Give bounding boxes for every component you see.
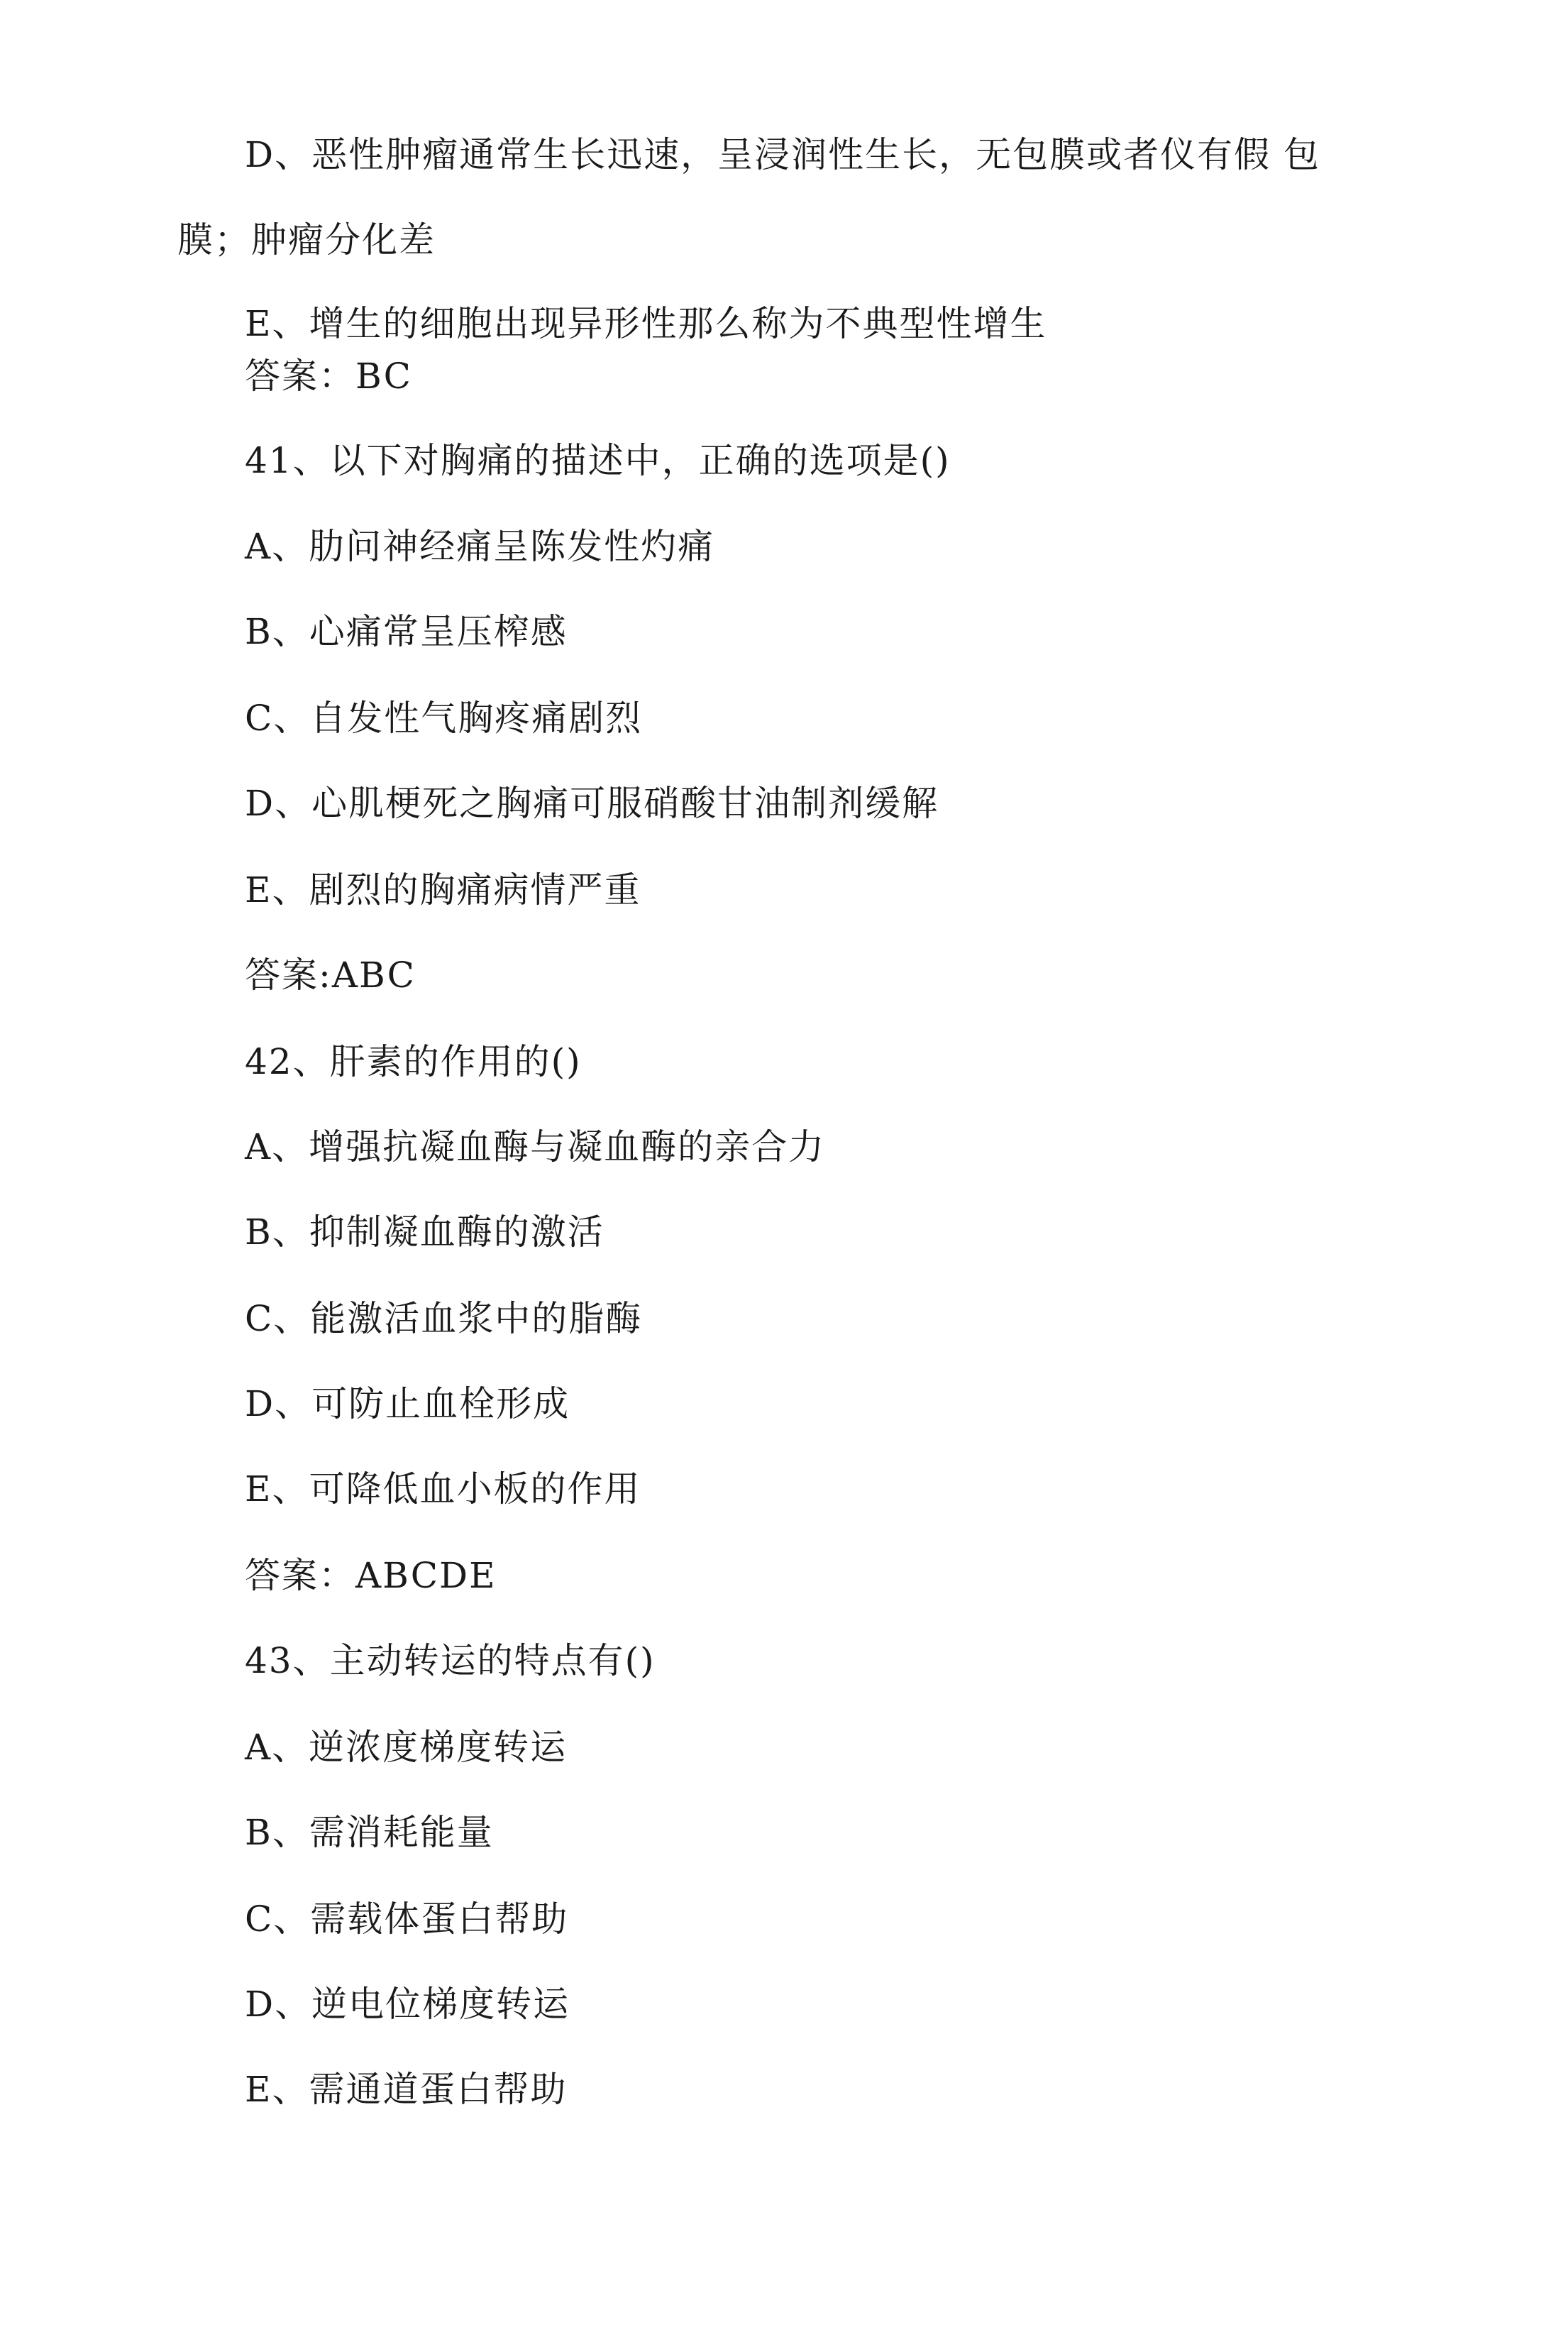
question-41-option-c: C、自发性气胸疼痛剧烈: [245, 698, 643, 739]
question-43-option-d: D、逆电位梯度转运: [245, 1984, 570, 2025]
question-42-option-c: C、能激活血浆中的脂酶: [245, 1298, 643, 1339]
question-43-stem: 43、主动转运的特点有(): [245, 1640, 656, 1681]
question-43-option-b: B、需消耗能量: [245, 1812, 494, 1853]
question-43-option-a: A、逆浓度梯度转运: [245, 1727, 568, 1768]
prev-option-d-line1: D、恶性肿瘤通常生长迅速，呈浸润性生长，无包膜或者仪有假 包: [245, 134, 1320, 175]
question-42-option-a: A、增强抗凝血酶与凝血酶的亲合力: [245, 1126, 826, 1167]
question-42-answer: 答案：ABCDE: [245, 1555, 497, 1596]
question-43-option-e: E、需通道蛋白帮助: [245, 2069, 568, 2110]
prev-option-e: E、增生的细胞出现异形性那么称为不典型性增生: [245, 303, 1047, 344]
question-41-stem: 41、以下对胸痛的描述中，正确的选项是(): [245, 440, 951, 481]
question-41-option-a: A、肋问神经痛呈陈发性灼痛: [245, 526, 715, 567]
question-43-option-c: C、需载体蛋白帮助: [245, 1898, 569, 1940]
question-41-answer: 答案:ABC: [245, 955, 416, 996]
prev-answer: 答案：BC: [245, 356, 412, 397]
question-42-stem: 42、肝素的作用的(): [245, 1041, 582, 1082]
question-42-option-d: D、可防止血栓形成: [245, 1383, 570, 1424]
prev-option-d-line2: 膜；肿瘤分化差: [177, 219, 436, 260]
question-42-option-b: B、抑制凝血酶的激活: [245, 1211, 604, 1253]
question-41-option-d: D、心肌梗死之胸痛可服硝酸甘油制剂缓解: [245, 783, 939, 824]
question-41-option-e: E、剧烈的胸痛病情严重: [245, 869, 641, 911]
question-41-option-b: B、心痛常呈压榨感: [245, 611, 568, 652]
question-42-option-e: E、可降低血小板的作用: [245, 1468, 641, 1510]
